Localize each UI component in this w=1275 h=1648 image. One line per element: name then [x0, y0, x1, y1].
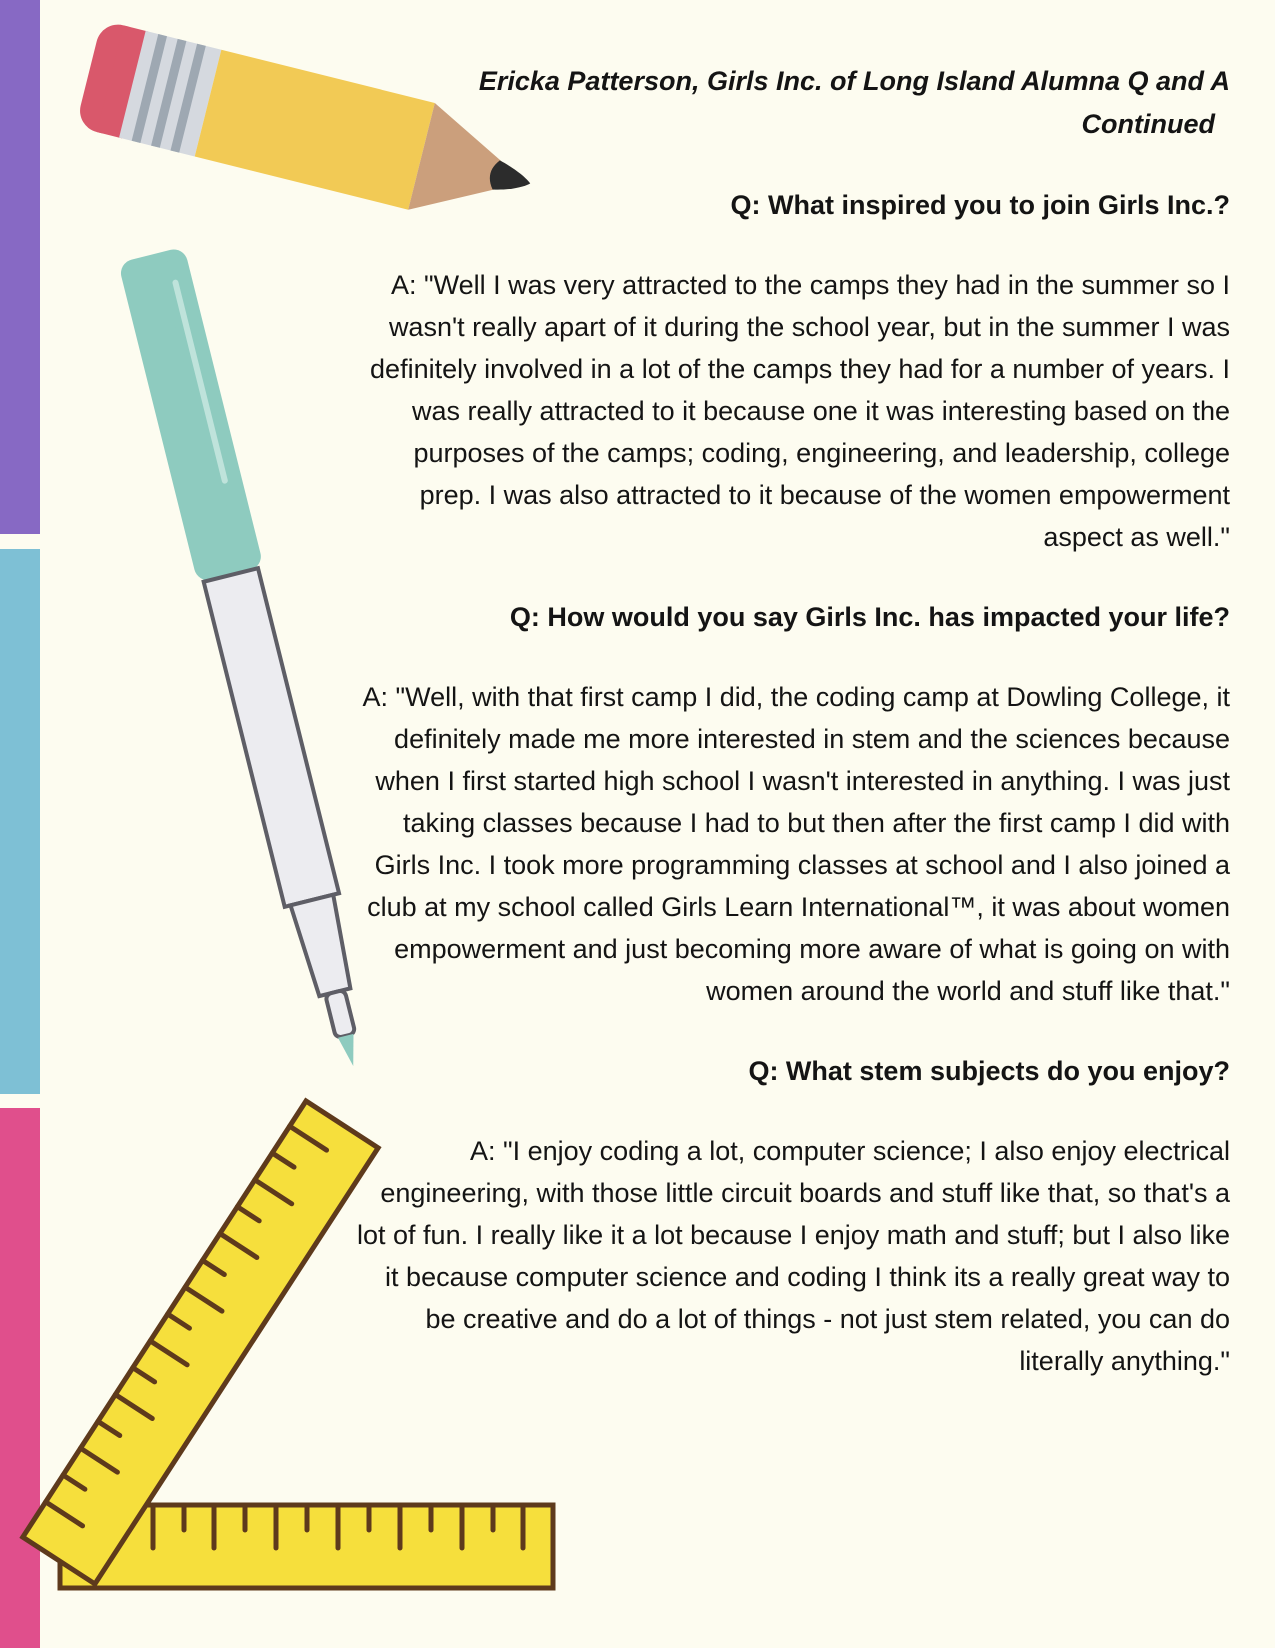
answer-3: A: "I enjoy coding a lot, computer science; I also enjoy electrical engineering, with those little circuit boards and stuff like that, so that's a lot of fun. I really like it a lot because I enjoy math and stuff; but I also like it because computer science and coding I think its a really great way to be creative and do a lot of things - not just stem related, you can do literally anything."	[357, 1136, 1230, 1376]
marker-pen-icon	[118, 247, 386, 1075]
question-2: Q: How would you say Girls Inc. has impacted your life?	[509, 602, 1230, 632]
question-1: Q: What inspired you to join Girls Inc.?	[730, 190, 1230, 220]
question-3: Q: What stem subjects do you enjoy?	[748, 1056, 1230, 1086]
title-line-2: Continued	[1081, 109, 1215, 139]
qa-article	[350, 60, 1230, 1382]
title-line-1: Ericka Patterson, Girls Inc. of Long Island Alumna Q and A	[478, 66, 1230, 96]
page-title	[350, 60, 1230, 146]
answer-1: A: "Well I was very attracted to the camps they had in the summer so I wasn't really apart of it during the school year, but in the summer I was definitely involved in a lot of the camps they had for a number of years. I was really attracted to it because one it was interesting based on the purposes of the camps; coding, engineering, and leadership, college prep. I was also attracted to it because of the women empowerment aspect as well."	[370, 270, 1230, 552]
answer-2: A: "Well, with that first camp I did, the coding camp at Dowling College, it definitely made me more interested in stem and the sciences because when I first started high school I wasn't interested in anything. I was just taking classes because I had to but then after the first camp I did with Girls Inc. I took more programming classes at school and I also joined a club at my school called Girls Learn International™, it was about women empowerment and just becoming more aware of what is going on with women around the world and stuff like that."	[362, 682, 1230, 1006]
